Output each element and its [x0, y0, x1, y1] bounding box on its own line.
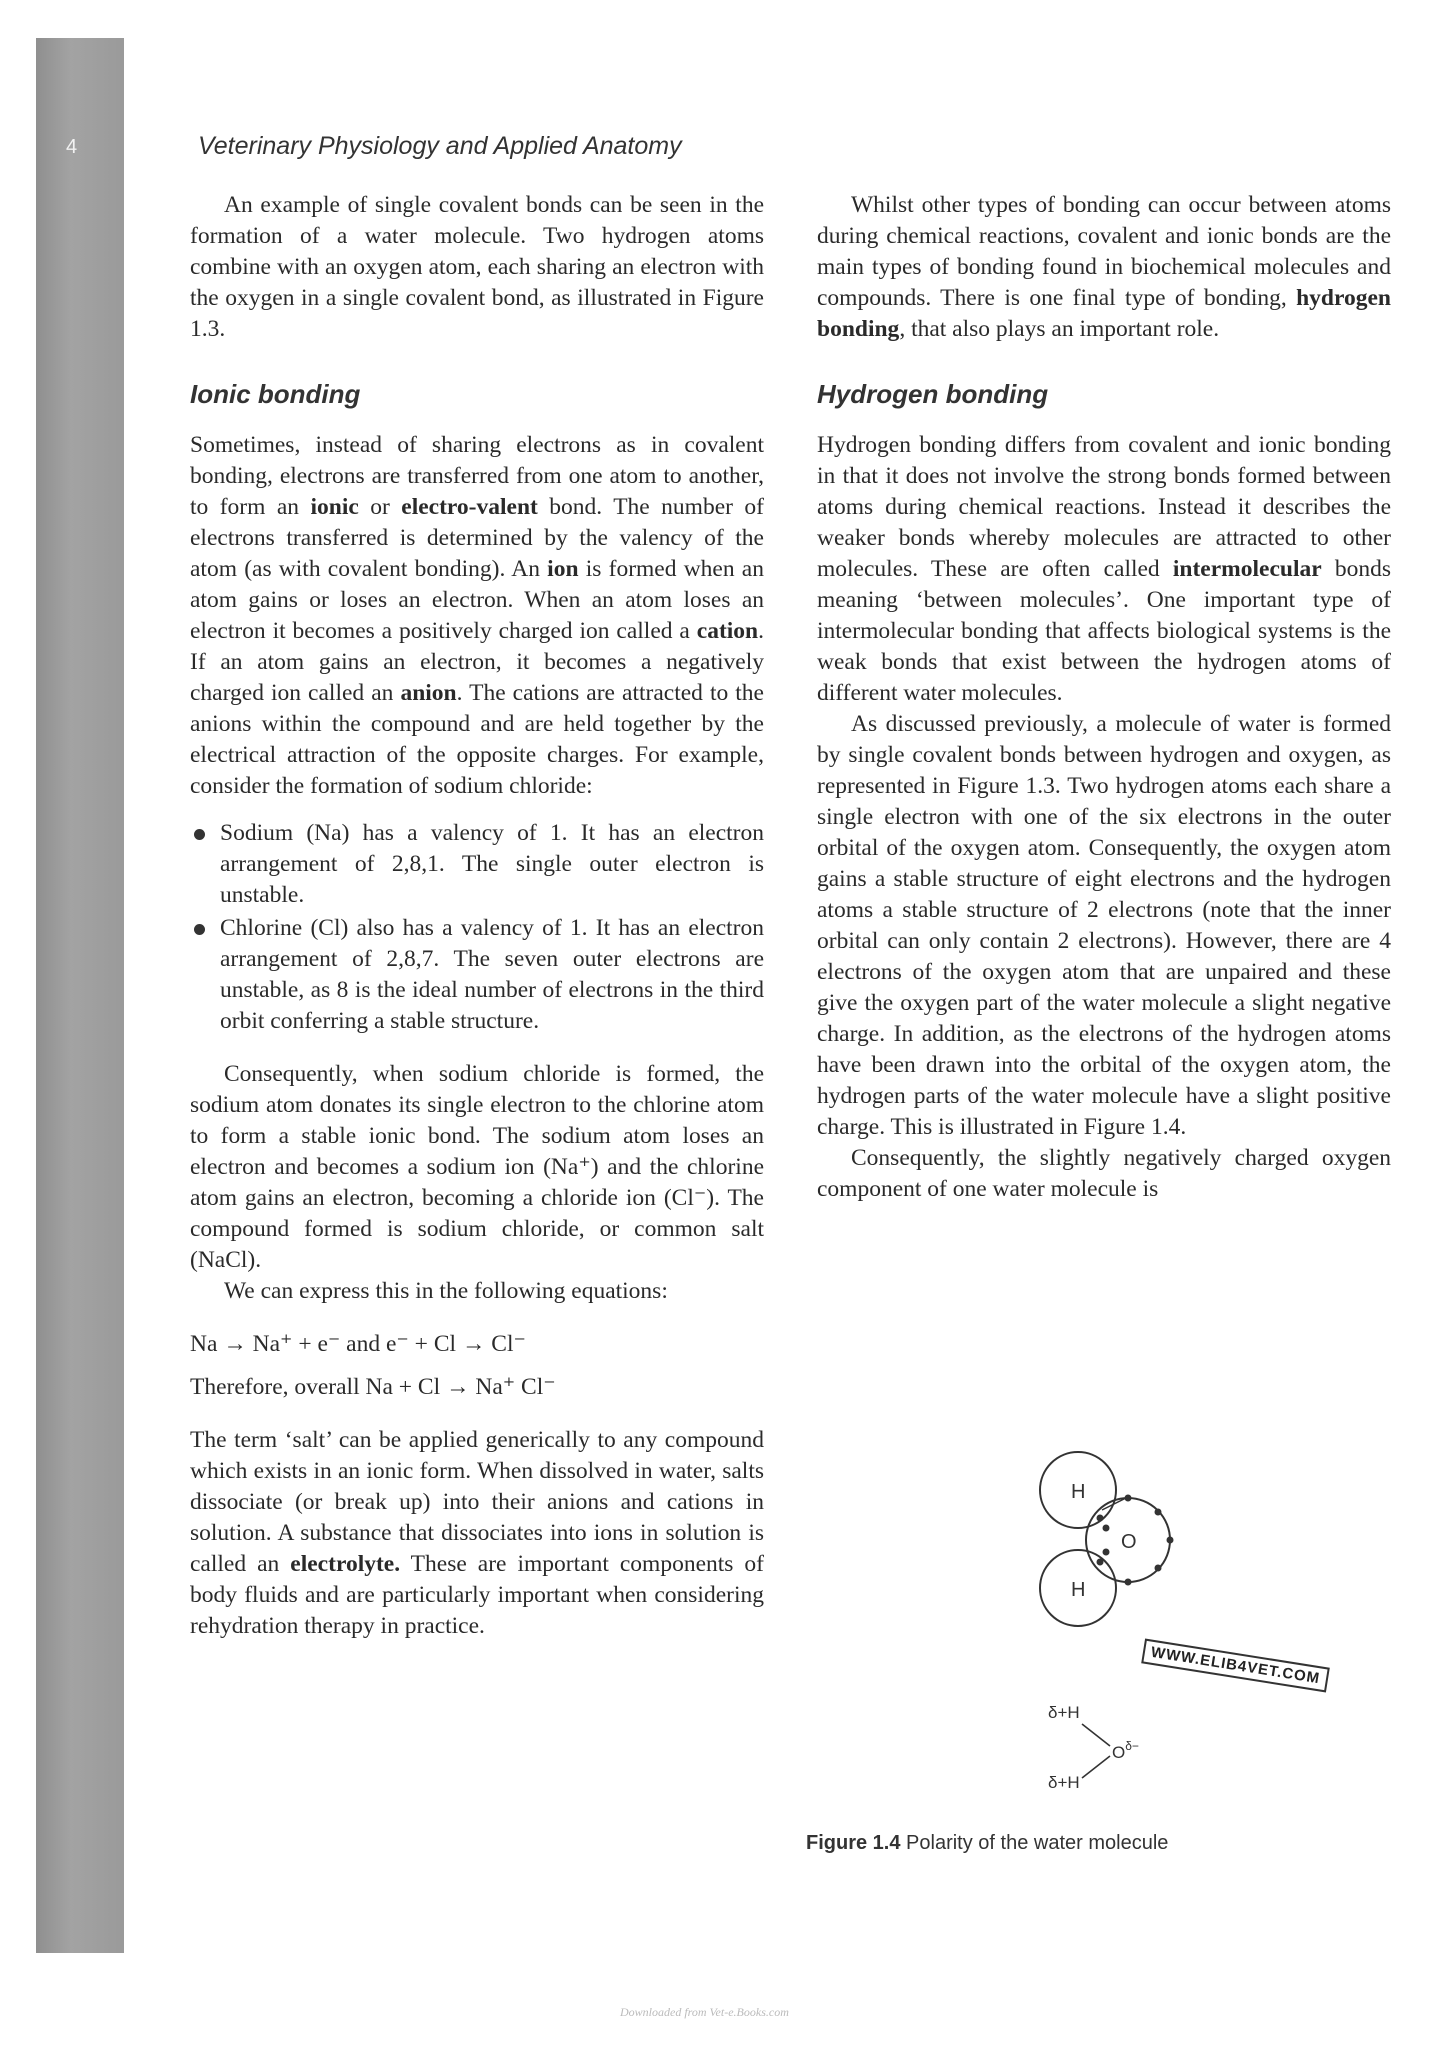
paragraph: The term ‘salt’ can be applied generically to any compound which exists in an ionic form. When dissolved in water, salts dissociate (or break up) into their anions and cations in solution. A substance that dissociates into ions in solution is called an electrolyte. These are important components of body fluids and are particularly important when considering rehydration therapy in practice. — [190, 1427, 765, 1639]
paragraph: Hydrogen bonding differs from covalent and ionic bonding in that it does not involve the strong bonds formed between atoms during chemical reactions. Instead it describes the weaker bonds whereby molecules are attracted to other molecules. These are often called intermolecular bonds meaning ‘between molecules’. One important type of intermolecular bonding that affects biological systems is the weak bonds that exist between the hydrogen atoms of different water molecules. — [817, 432, 1391, 706]
running-head: Veterinary Physiology and Applied Anatomy — [198, 132, 682, 160]
left-column — [190, 190, 764, 1642]
paragraph: An example of single covalent bonds can be seen in the formation of a water molecule. Two hydrogen atoms combine with an oxygen atom, each sharing an electron with the oxygen in a single covalent bond, as illustrated in Figure 1.3. — [190, 192, 764, 342]
partial-negative-o-label: $O^{\delta-}$ — [1112, 1739, 1139, 1762]
footer-credit: Downloaded from Vet-e.Books.com — [620, 2005, 789, 2019]
page-number: 4 — [66, 136, 78, 158]
paragraph: Consequently, the slightly negatively charged oxygen component of one water molecule is — [817, 1145, 1391, 1202]
equation: Therefore, overall Na + Cl → Na⁺ Cl⁻ — [190, 1374, 556, 1400]
partial-positive-h-label: δ+H — [1048, 1703, 1080, 1722]
paragraph: Sometimes, instead of sharing electrons as in covalent bonding, electrons are transferred from one atom to another, to form an ionic or electro-valent bond. The number of electrons transferred is determined by the valency of the atom (as with covalent bonding). An ion is formed when an atom gains or loses an electron. When an atom loses an electron it becomes a positively charged ion called a cation. If an atom gains an electron, it becomes a negatively charged ion called an anion. The cations are attracted to the anions within the compound and are held together by the electrical attraction of the opposite charges. For example, consider the formation of sodium chloride: — [190, 432, 764, 799]
right-column — [817, 190, 1391, 1205]
bullet-list — [190, 818, 764, 1037]
heading-ionic-bonding: Ionic bonding — [190, 379, 361, 409]
o-atom-label: O — [1121, 1531, 1137, 1553]
h-atom-label: H — [1071, 1481, 1086, 1503]
bullet-icon — [194, 924, 205, 935]
bullet-icon — [194, 829, 205, 840]
heading-hydrogen-bonding: Hydrogen bonding — [817, 379, 1049, 409]
page-gutter — [36, 38, 124, 1953]
paragraph: Whilst other types of bonding can occur between atoms during chemical reactions, covalent and ionic bonds are the main types of bonding found in biochemical molecules and compounds. There is one final type of bonding, hydrogen bonding, that also plays an important role. — [817, 192, 1391, 342]
watermark-stamp: WWW.ELIB4VET.COM — [1141, 1639, 1330, 1693]
paragraph: Consequently, when sodium chloride is formed, the sodium atom donates its single electron to the chlorine atom to form a stable ionic bond. The sodium atom loses an electron and becomes a sodium ion (Na⁺) and the chlorine atom gains an electron, becoming a chloride ion (Cl⁻). The compound formed is sodium chloride, or common salt (NaCl). — [190, 1061, 764, 1273]
equation: Na → Na⁺ + e⁻ and e⁻ + Cl → Cl⁻ — [190, 1331, 526, 1357]
list-item: Chlorine (Cl) also has a valency of 1. It has an electron arrangement of 2,8,7. The seven outer electrons are unstable, as 8 is the ideal number of electrons in the third orbit conferring a stable structure. — [190, 913, 764, 1037]
water-molecule-diagram — [1040, 1452, 1170, 1626]
figure-caption: Figure 1.4 Polarity of the water molecule — [806, 1832, 1169, 1854]
polarity-diagram — [1048, 1703, 1139, 1792]
h-atom-label: H — [1071, 1579, 1086, 1601]
partial-positive-h-label: δ+H — [1048, 1773, 1080, 1792]
paragraph: We can express this in the following equations: — [224, 1278, 668, 1304]
water-molecule-figure — [1010, 1440, 1370, 1820]
paragraph: As discussed previously, a molecule of water is formed by single covalent bonds between hydrogen and oxygen, as represented in Figure 1.3. Two hydrogen atoms each share a single electron with one of the six electrons in the outer orbital of the oxygen atom. Consequently, the oxygen atom gains a stable structure of eight electrons and the hydrogen atoms a stable structure of 2 electrons (note that the inner orbital can only contain 2 electrons). However, there are 4 electrons of the oxygen atom that are unpaired and these give the oxygen part of the water molecule a slight negative charge. In addition, as the electrons of the hydrogen atoms have been drawn into the orbital of the oxygen atom, the hydrogen parts of the water molecule have a slight positive charge. This is illustrated in Figure 1.4. — [817, 711, 1391, 1140]
list-item: Sodium (Na) has a valency of 1. It has an electron arrangement of 2,8,1. The single outer electron is unstable. — [190, 818, 764, 911]
equations — [190, 1329, 764, 1403]
